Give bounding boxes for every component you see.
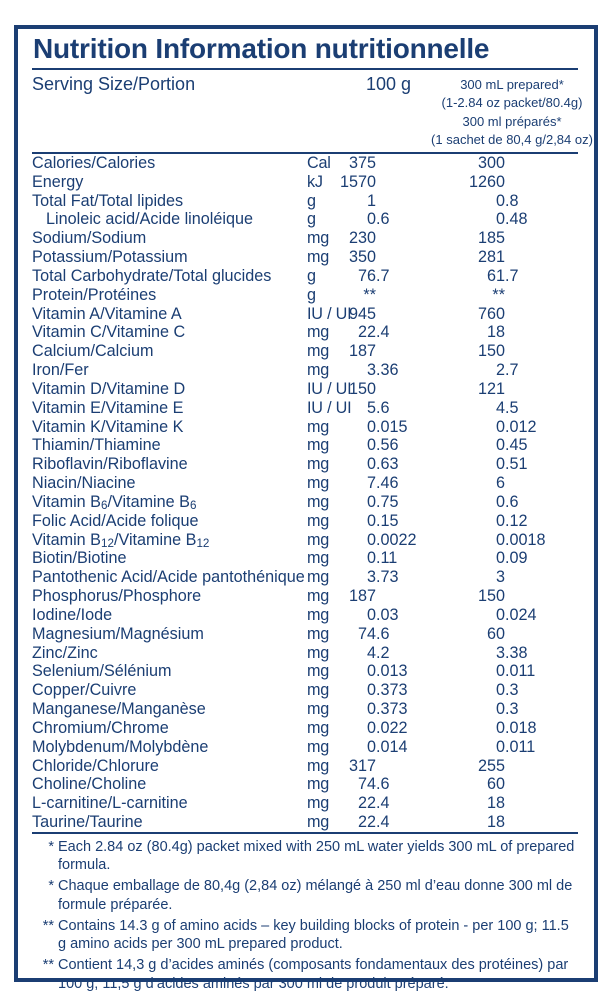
footnote-text: Chaque emballage de 80,4g (2,84 oz) mélangé à 250 ml d’eau donne 300 ml de formule préparée. <box>58 878 573 913</box>
nutrient-unit: mg <box>307 681 330 700</box>
value-per-300ml: 150 <box>477 342 505 361</box>
nutrient-row <box>18 813 594 832</box>
value-per-100g: 1 <box>366 191 376 210</box>
nutrient-row <box>18 323 594 342</box>
value-per-300ml: 0.011 <box>495 737 536 756</box>
nutrient-name: Vitamin C/Vitamine C <box>32 323 186 342</box>
prepared-line-4: (1 sachet de 80,4 g/2,84 oz) <box>431 132 593 148</box>
nutrient-unit: mg <box>307 643 330 662</box>
footnote-text: Each 2.84 oz (80.4g) packet mixed with 250 mL water yields 300 mL of prepared formula. <box>58 838 575 874</box>
nutrient-unit: mg <box>307 511 330 530</box>
nutrient-name: Phosphorus/Phosphore <box>32 587 202 606</box>
nutrient-name: Total Carbohydrate/Total glucides <box>32 266 272 285</box>
nutrient-name: Molybdenum/Molybdène <box>32 737 209 756</box>
nutrient-name: Biotin/Biotine <box>32 549 127 568</box>
nutrition-label <box>14 25 598 992</box>
value-per-300ml: 18 <box>486 323 505 342</box>
prepared-line-2: (1-2.84 oz packet/80.4g) <box>441 95 583 111</box>
nutrient-row <box>18 606 594 625</box>
value-per-300ml: 1260 <box>468 172 505 191</box>
nutrient-unit: mg <box>307 605 330 624</box>
nutrient-name: Copper/Cuivre <box>32 681 137 700</box>
nutrient-row <box>18 192 594 211</box>
nutrient-name: Vitamin E/Vitamine E <box>32 398 184 417</box>
nutrient-unit: mg <box>307 436 330 455</box>
nutrient-row <box>18 361 594 380</box>
nutrient-unit: Cal <box>307 154 331 172</box>
nutrient-name: Manganese/Manganèse <box>32 700 206 719</box>
nutrient-name: Linoleic acid/Acide linoléique <box>46 210 253 229</box>
value-per-300ml: 185 <box>477 229 505 248</box>
nutrient-unit: IU / UI <box>307 379 352 398</box>
value-per-100g: 0.373 <box>366 681 408 700</box>
value-per-300ml: 0.45 <box>495 436 528 455</box>
nutrient-name: Calcium/Calcium <box>32 342 154 361</box>
nutrient-name: Choline/Choline <box>32 775 147 794</box>
footnote-text: Contains 14.3 g of amino acids – key building blocks of protein - per 100 g; 11.5 g amino acids per 300 mL prepared product. <box>58 917 569 953</box>
nutrient-name: Vitamin $B_6$/Vitamine $B_6$ <box>32 492 197 512</box>
value-per-300ml: 6 <box>495 474 505 493</box>
value-per-300ml: 150 <box>477 587 505 606</box>
nutrient-name: Chloride/Chlorure <box>32 756 159 775</box>
footnote-symbol: ** <box>42 917 54 934</box>
value-per-100g: 74.6 <box>357 775 390 794</box>
nutrient-unit: mg <box>307 455 330 474</box>
value-per-100g: 150 <box>348 379 376 398</box>
value-per-100g: 187 <box>348 342 376 361</box>
value-per-300ml: 0.3 <box>495 700 519 719</box>
value-per-100g: 0.015 <box>366 417 408 436</box>
nutrient-name: L-carnitine/L-carnitine <box>32 794 188 813</box>
value-per-100g: 76.7 <box>357 266 390 285</box>
value-per-100g: 4.2 <box>366 643 390 662</box>
nutrient-unit: mg <box>307 474 330 493</box>
value-per-100g: 317 <box>348 756 376 775</box>
value-per-100g: 3.36 <box>366 361 399 380</box>
nutrient-unit: mg <box>307 229 330 248</box>
value-per-100g: 375 <box>348 154 376 172</box>
value-per-300ml: 0.024 <box>495 605 537 624</box>
value-per-300ml: 0.12 <box>495 511 528 530</box>
nutrient-name: Folic Acid/Acide folique <box>32 511 199 530</box>
nutrient-row <box>18 418 594 437</box>
value-per-300ml: ** <box>492 285 505 304</box>
nutrient-unit: mg <box>307 323 330 342</box>
value-per-300ml: 0.6 <box>495 492 519 511</box>
value-per-300ml: 0.48 <box>495 210 528 229</box>
nutrient-name: Niacin/Niacine <box>32 474 136 493</box>
nutrient-row <box>18 399 594 418</box>
nutrient-name: Iodine/Iode <box>32 605 113 624</box>
nutrient-unit: mg <box>307 756 330 775</box>
value-per-100g: 1570 <box>339 172 376 191</box>
value-per-100g: 0.373 <box>366 700 408 719</box>
nutrient-name: Iron/Fer <box>32 361 89 380</box>
nutrient-unit: mg <box>307 248 330 267</box>
nutrient-name: Zinc/Zinc <box>32 643 98 662</box>
value-per-300ml: 3 <box>495 568 505 587</box>
footnote-text: Contient 14,3 g d’acides aminés (composants fondamentaux des protéines) par 100 g; 11,5 g d’acides aminés par 300 ml de produit préparé. <box>58 957 569 992</box>
nutrient-unit: mg <box>307 361 330 380</box>
nutrient-name: Vitamin K/Vitamine K <box>32 417 184 436</box>
value-per-100g: ** <box>363 285 376 304</box>
value-per-300ml: 0.011 <box>495 662 536 681</box>
serving-per-100g: 100 g <box>366 74 412 94</box>
value-per-300ml: 0.8 <box>495 191 519 210</box>
value-per-100g: 0.11 <box>366 549 398 568</box>
value-per-100g: 0.0022 <box>366 530 417 549</box>
value-per-300ml: 0.018 <box>495 718 537 737</box>
nutrient-row <box>18 662 594 681</box>
nutrient-unit: mg <box>307 718 330 737</box>
value-per-100g: 0.63 <box>366 455 399 474</box>
nutrient-unit: mg <box>307 700 330 719</box>
value-per-300ml: 18 <box>486 812 505 831</box>
value-per-300ml: 281 <box>477 248 505 267</box>
prepared-line-3: 300 ml préparés* <box>462 113 562 129</box>
value-per-100g: 350 <box>348 248 376 267</box>
value-per-300ml: 300 <box>477 154 505 172</box>
serving-size-label: Serving Size/Portion <box>32 74 196 94</box>
nutrient-name: Sodium/Sodium <box>32 229 147 248</box>
value-per-100g: 0.15 <box>366 511 399 530</box>
nutrient-unit: g <box>307 191 316 210</box>
value-per-100g: 22.4 <box>357 323 390 342</box>
footnote <box>38 838 578 875</box>
value-per-100g: 0.014 <box>366 737 408 756</box>
value-per-300ml: 0.012 <box>495 417 537 436</box>
nutrient-name: Total Fat/Total lipides <box>32 191 184 210</box>
nutrient-rows <box>18 154 594 832</box>
nutrient-name: Chromium/Chrome <box>32 718 169 737</box>
nutrient-name: Pantothenic Acid/Acide pantothénique <box>32 568 305 587</box>
value-per-300ml: 0.3 <box>495 681 519 700</box>
value-per-300ml: 2.7 <box>495 361 519 380</box>
value-per-100g: 22.4 <box>357 794 390 813</box>
nutrient-name: Calories/Calories <box>32 154 156 172</box>
value-per-300ml: 18 <box>486 794 505 813</box>
value-per-100g: 0.03 <box>366 605 399 624</box>
nutrient-name: Potassium/Potassium <box>32 248 188 267</box>
nutrient-row <box>18 775 594 794</box>
footnote <box>38 917 578 954</box>
nutrient-unit: IU / UI <box>307 398 352 417</box>
prepared-line-1: 300 mL prepared* <box>460 77 564 92</box>
value-per-100g: 0.013 <box>366 662 408 681</box>
footnotes <box>18 834 594 994</box>
value-per-100g: 230 <box>348 229 376 248</box>
value-per-300ml: 760 <box>477 304 505 323</box>
nutrient-row <box>18 719 594 738</box>
nutrient-row <box>18 644 594 663</box>
value-per-300ml: 3.38 <box>495 643 528 662</box>
nutrient-unit: mg <box>307 568 330 587</box>
nutrient-unit: g <box>307 266 316 285</box>
nutrient-unit: g <box>307 210 316 229</box>
nutrient-unit: mg <box>307 342 330 361</box>
nutrient-row <box>18 342 594 361</box>
footnote <box>38 877 578 914</box>
nutrient-row <box>18 512 594 531</box>
value-per-100g: 0.6 <box>366 210 390 229</box>
value-per-100g: 0.022 <box>366 718 408 737</box>
nutrient-unit: mg <box>307 624 330 643</box>
nutrient-name: Magnesium/Magnésium <box>32 624 204 643</box>
serving-prepared-block <box>412 76 612 150</box>
nutrient-row <box>18 568 594 587</box>
value-per-100g: 3.73 <box>366 568 399 587</box>
nutrient-row <box>18 267 594 286</box>
nutrient-row <box>18 380 594 399</box>
nutrient-row <box>18 455 594 474</box>
value-per-300ml: 60 <box>486 775 505 794</box>
nutrition-title: Nutrition Information nutritionnelle <box>33 33 490 64</box>
nutrient-name: Vitamin $B_{12}$/Vitamine $B_{12}$ <box>32 530 210 550</box>
footnote-symbol: * <box>48 838 54 855</box>
nutrient-unit: mg <box>307 530 330 549</box>
nutrient-unit: mg <box>307 812 330 831</box>
serving-size-section <box>18 70 594 152</box>
nutrient-row <box>18 794 594 813</box>
value-per-300ml: 121 <box>477 379 505 398</box>
nutrient-name: Riboflavin/Riboflavine <box>32 455 188 474</box>
nutrient-name: Vitamin D/Vitamine D <box>32 379 186 398</box>
nutrient-unit: kJ <box>307 172 323 191</box>
nutrient-row <box>18 248 594 267</box>
nutrient-name: Selenium/Sélénium <box>32 662 172 681</box>
nutrient-unit: mg <box>307 417 330 436</box>
nutrient-row <box>18 757 594 776</box>
nutrient-name: Taurine/Taurine <box>32 812 143 831</box>
nutrient-name: Thiamin/Thiamine <box>32 436 161 455</box>
value-per-100g: 22.4 <box>357 812 390 831</box>
nutrient-row <box>18 154 594 173</box>
nutrient-row <box>18 229 594 248</box>
nutrient-row <box>18 738 594 757</box>
nutrient-row <box>18 173 594 192</box>
value-per-300ml: 4.5 <box>495 398 519 417</box>
nutrient-row <box>18 531 594 550</box>
value-per-300ml: 61.7 <box>486 266 519 285</box>
value-per-100g: 187 <box>348 587 376 606</box>
nutrient-row <box>18 625 594 644</box>
value-per-100g: 74.6 <box>357 624 390 643</box>
footnote-symbol: ** <box>42 957 54 974</box>
value-per-300ml: 255 <box>477 756 505 775</box>
nutrient-row <box>18 493 594 512</box>
value-per-300ml: 60 <box>486 624 505 643</box>
nutrient-row <box>18 681 594 700</box>
nutrient-unit: IU / UI <box>307 304 352 323</box>
nutrient-name: Energy <box>32 172 84 191</box>
footnote-symbol: * <box>48 878 54 895</box>
value-per-100g: 5.6 <box>366 398 390 417</box>
nutrient-unit: mg <box>307 775 330 794</box>
nutrient-unit: g <box>307 285 316 304</box>
nutrient-row <box>18 474 594 493</box>
nutrient-row <box>18 587 594 606</box>
value-per-100g: 7.46 <box>366 474 399 493</box>
nutrient-unit: mg <box>307 549 330 568</box>
footnote <box>38 956 578 993</box>
nutrient-row <box>18 210 594 229</box>
nutrient-unit: mg <box>307 492 330 511</box>
value-per-100g: 945 <box>348 304 376 323</box>
value-per-100g: 0.56 <box>366 436 399 455</box>
nutrient-unit: mg <box>307 794 330 813</box>
nutrient-unit: mg <box>307 587 330 606</box>
value-per-300ml: 0.0018 <box>495 530 546 549</box>
nutrient-row <box>18 436 594 455</box>
nutrient-row <box>18 286 594 305</box>
value-per-300ml: 0.51 <box>495 455 528 474</box>
nutrient-unit: mg <box>307 662 330 681</box>
value-per-300ml: 0.09 <box>495 549 528 568</box>
nutrient-row <box>18 549 594 568</box>
value-per-100g: 0.75 <box>366 492 399 511</box>
nutrient-name: Protein/Protéines <box>32 285 157 304</box>
nutrient-unit: mg <box>307 737 330 756</box>
nutrient-row <box>18 700 594 719</box>
nutrient-row <box>18 305 594 324</box>
nutrient-name: Vitamin A/Vitamine A <box>32 304 182 323</box>
